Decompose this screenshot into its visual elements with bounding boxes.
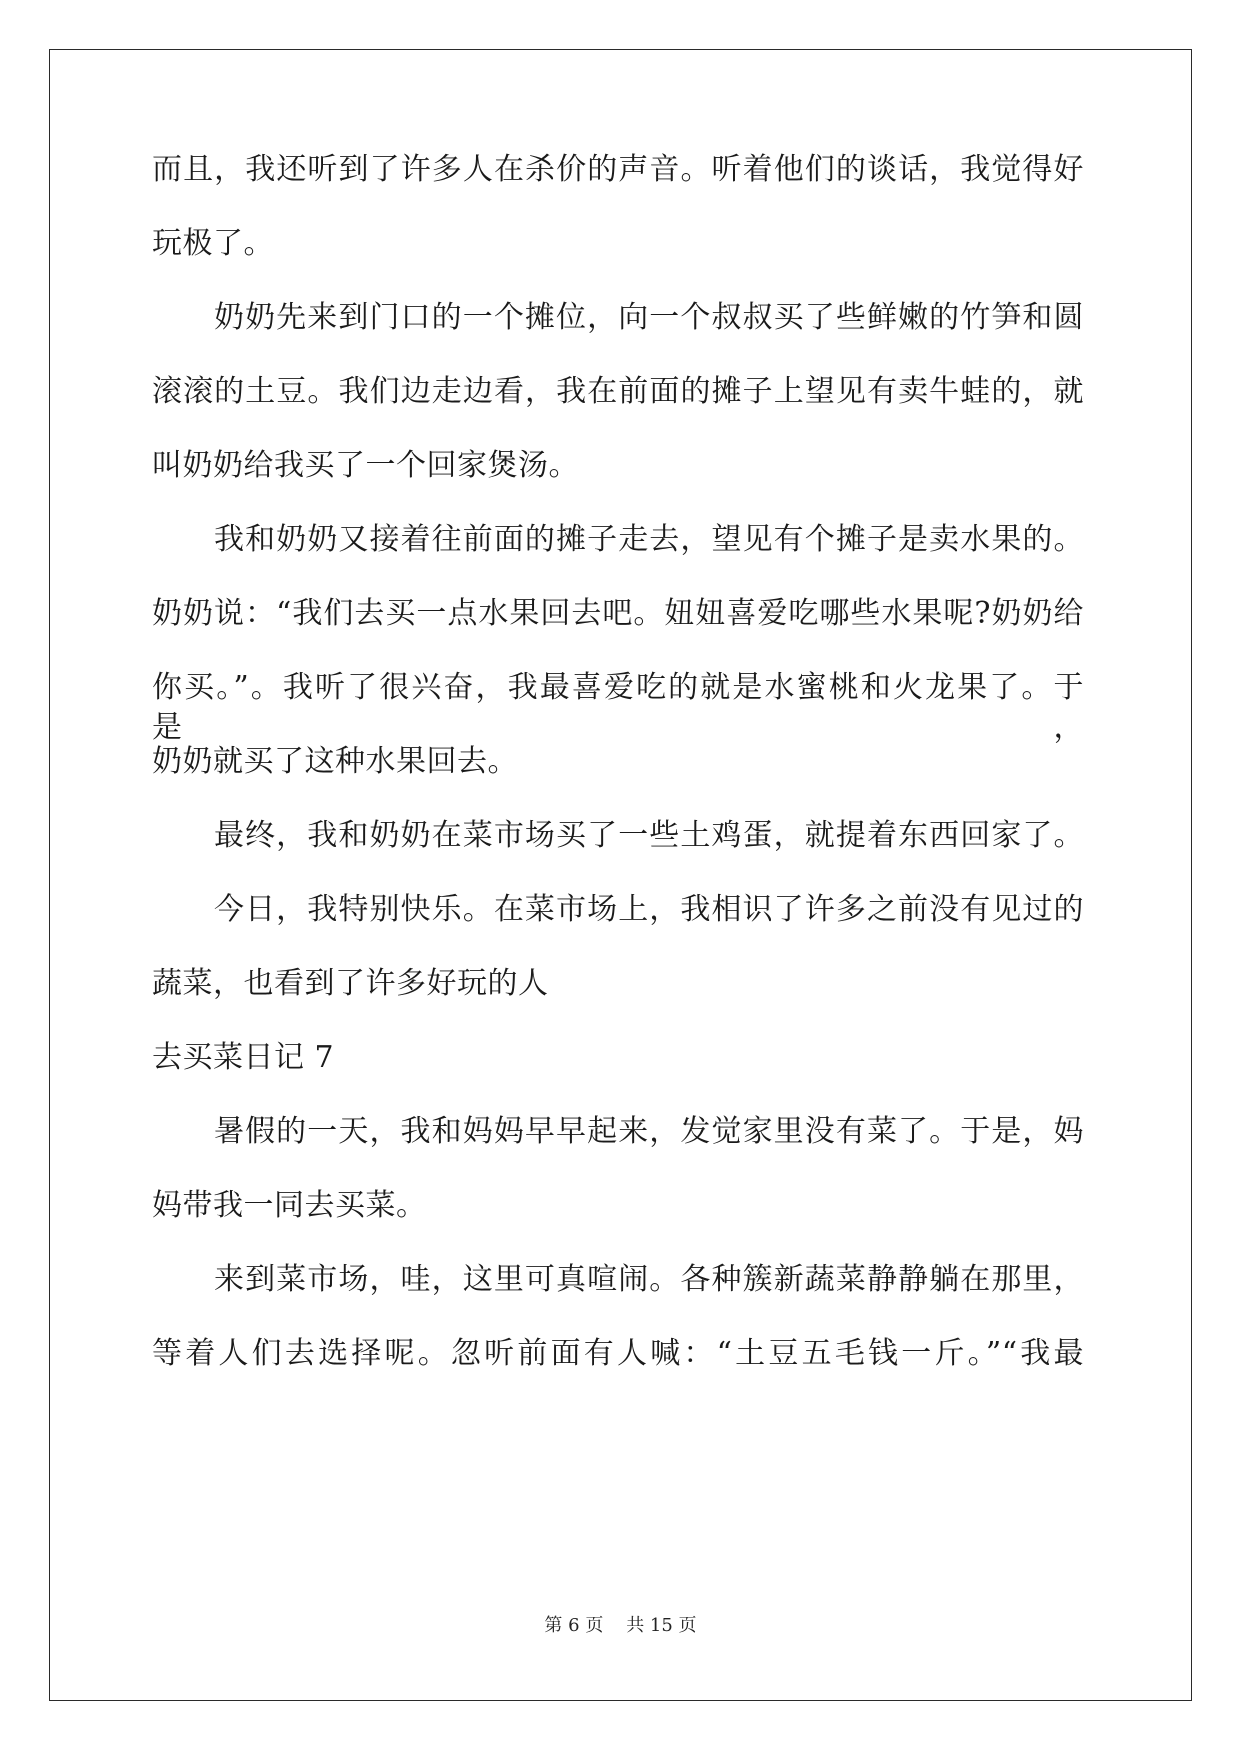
paragraph-line: 奶奶就买了这种水果回去。: [152, 744, 518, 779]
paragraph-line: 妈带我一同去买菜。: [152, 1188, 427, 1223]
paragraph-line: 玩极了。: [152, 226, 274, 261]
paragraph-line: 你买。”。我听了很兴奋，我最喜爱吃的就是水蜜桃和火龙果了。于是，: [152, 670, 1084, 745]
paragraph-line: 来到菜市场，哇，这里可真喧闹。各种簇新蔬菜静静躺在那里，: [214, 1262, 1084, 1297]
section-heading: 去买菜日记 7: [152, 1040, 335, 1075]
page-border: [49, 49, 1192, 1701]
paragraph-line: 奶奶先来到门口的一个摊位，向一个叔叔买了些鲜嫩的竹笋和圆: [214, 300, 1084, 335]
page-number-footer: 第 6 页 共 15 页: [544, 1615, 697, 1636]
paragraph-line: 蔬菜，也看到了许多好玩的人: [152, 966, 549, 1001]
paragraph-line: 等着人们去选择呢。忽听前面有人喊：“土豆五毛钱一斤。”“我最: [152, 1336, 1084, 1371]
paragraph-line: 滚滚的土豆。我们边走边看，我在前面的摊子上望见有卖牛蛙的，就: [152, 374, 1084, 409]
paragraph-line: 奶奶说：“我们去买一点水果回去吧。妞妞喜爱吃哪些水果呢?奶奶给: [152, 596, 1084, 631]
paragraph-line: 叫奶奶给我买了一个回家煲汤。: [152, 448, 579, 483]
paragraph-line: 我和奶奶又接着往前面的摊子走去，望见有个摊子是卖水果的。: [214, 522, 1084, 557]
paragraph-line: 暑假的一天，我和妈妈早早起来，发觉家里没有菜了。于是，妈: [214, 1114, 1084, 1149]
paragraph-line: 最终，我和奶奶在菜市场买了一些土鸡蛋，就提着东西回家了。: [214, 818, 1084, 853]
paragraph-line: 而且，我还听到了许多人在杀价的声音。听着他们的谈话，我觉得好: [152, 152, 1084, 187]
paragraph-line: 今日，我特别快乐。在菜市场上，我相识了许多之前没有见过的: [214, 892, 1084, 927]
